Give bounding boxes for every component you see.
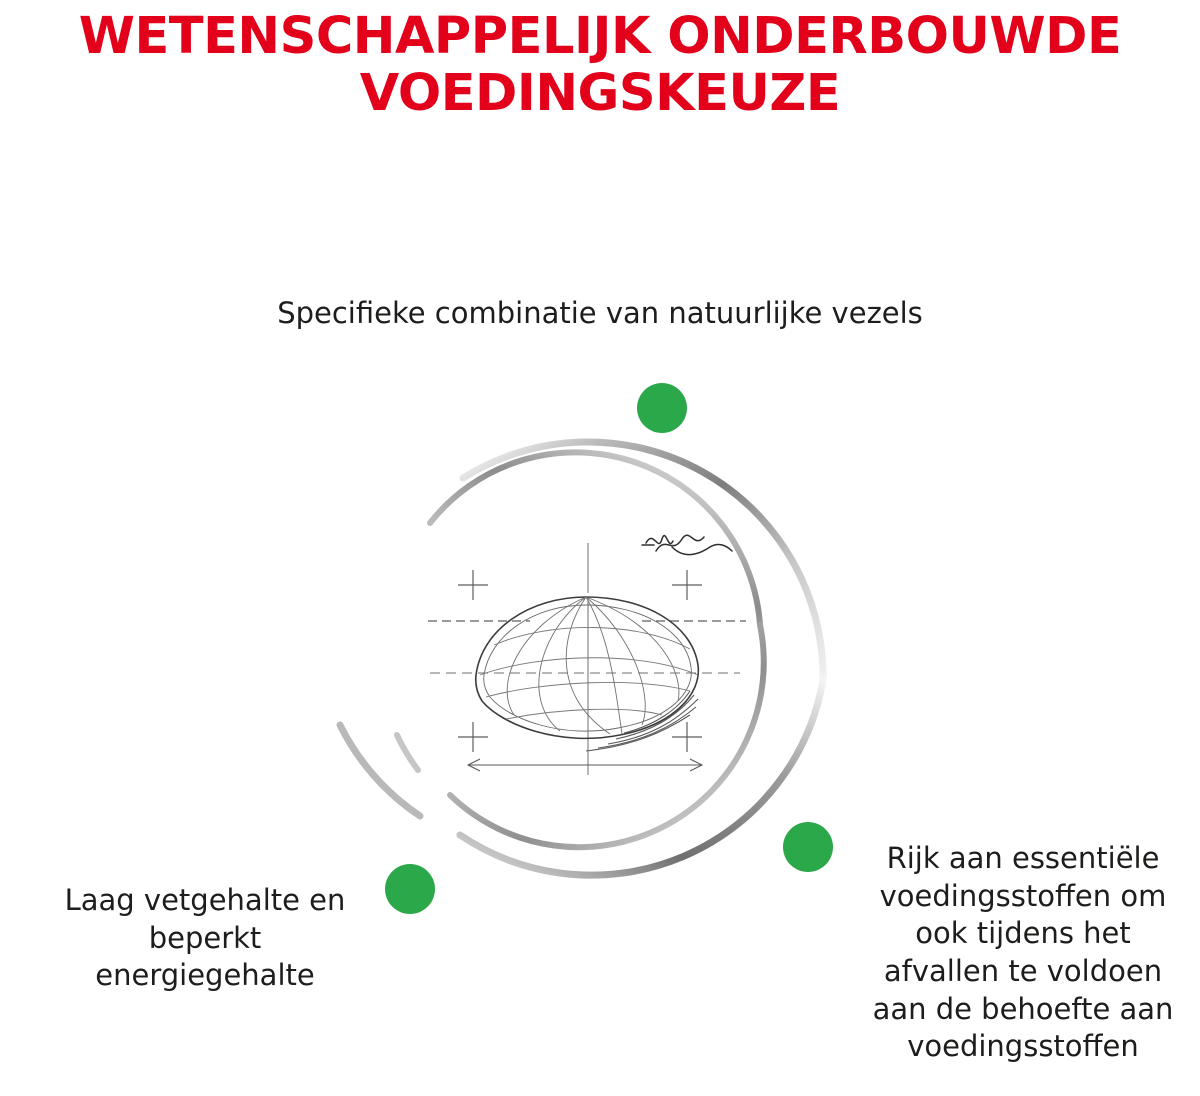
marker-dot-low-fat	[385, 864, 435, 914]
marker-dot-nutrients	[783, 822, 833, 872]
caption-low-fat: Laag vetgehalte en beperkt energiegehalte	[64, 883, 346, 993]
benefits-circle-diagram	[300, 375, 860, 935]
page-title	[0, 8, 1200, 122]
caption-fibers: Specifieke combinatie van natuurlijke vezels	[277, 296, 923, 330]
page-title-line-1: WETENSCHAPPELIJK ONDERBOUWDE	[78, 7, 1122, 66]
page-title-line-2: VOEDINGSKEUZE	[359, 64, 841, 124]
caption-nutrients: Rijk aan essentiële voedingsstoffen om ook tijdens het afvallen te voldoen aan de behoefte aan voedingsstoffen	[872, 841, 1174, 1064]
marker-dot-fibers	[637, 383, 687, 433]
